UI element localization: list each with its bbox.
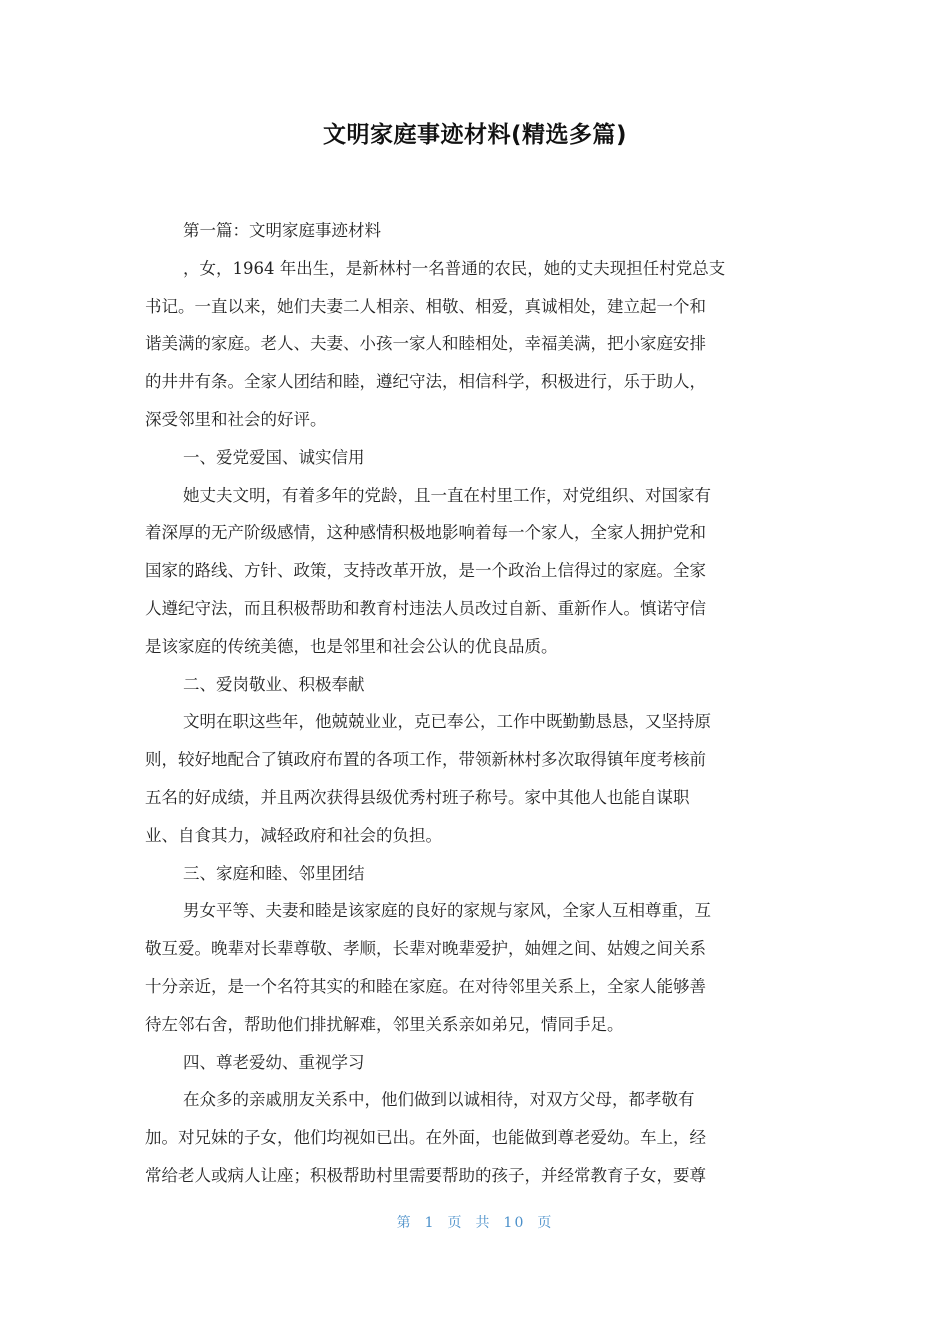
text-line: 着深厚的无产阶级感情，这种感情积极地影响着每一个家人，全家人拥护党和 xyxy=(145,523,706,543)
page-footer xyxy=(0,1212,950,1232)
footer-page-unit: 页 xyxy=(447,1215,464,1231)
text-line: 业、自食其力，减轻政府和社会的负担。 xyxy=(145,825,442,845)
text-line: 她丈夫文明，有着多年的党龄，且一直在村里工作，对党组织、对国家有 xyxy=(183,485,711,505)
text-line: 文明在职这些年，他兢兢业业，克已奉公，工作中既勤勤恳恳，又坚持原 xyxy=(183,712,711,732)
text-line: 敬互爱。晚辈对长辈尊敬、孝顺，长辈对晚辈爱护，妯娌之间、姑嫂之间关系 xyxy=(145,939,706,959)
text-line: 是该家庭的传统美德，也是邻里和社会公认的优良品质。 xyxy=(145,636,558,656)
text-line: 的井井有条。全家人团结和睦，遵纪守法，相信科学，积极进行，乐于助人， xyxy=(145,372,706,392)
footer-total-pages: 10 xyxy=(503,1215,526,1231)
text-line: 深受邻里和社会的好评。 xyxy=(145,409,327,429)
footer-page-number: 1 xyxy=(424,1215,436,1231)
text-line: 则，较好地配合了镇政府布置的各项工作，带领新林村多次取得镇年度考核前 xyxy=(145,750,706,770)
text-line: 待左邻右舍，帮助他们排扰解难，邻里关系亲如弟兄，情同手足。 xyxy=(145,1014,624,1034)
text-line: 国家的路线、方针、政策，支持改革开放，是一个政治上信得过的家庭。全家 xyxy=(145,561,706,581)
text-line: 五名的好成绩，并且两次获得县级优秀村班子称号。家中其他人也能自谋职 xyxy=(145,787,690,807)
text-line: 常给老人或病人让座；积极帮助村里需要帮助的孩子，并经常教育子女，要尊 xyxy=(145,1165,706,1185)
text-line: 加。对兄妹的子女，他们均视如已出。在外面，也能做到尊老爱幼。车上，经 xyxy=(145,1128,706,1148)
footer-total-unit: 页 xyxy=(537,1215,554,1231)
text-line: 四、尊老爱幼、重视学习 xyxy=(183,1052,365,1072)
text-line: 在众多的亲戚朋友关系中，他们做到以诚相待，对双方父母，都孝敬有 xyxy=(183,1090,695,1110)
document-title: 文明家庭事迹材料(精选多篇) xyxy=(322,122,628,148)
footer-page-label: 第 xyxy=(396,1215,413,1231)
text-line: 谐美满的家庭。老人、夫妻、小孩一家人和睦相处，幸福美满，把小家庭安排 xyxy=(145,334,706,354)
document-body xyxy=(145,212,805,1195)
text-line: 书记。一直以来，她们夫妻二人相亲、相敬、相爱，真诚相处，建立起一个和 xyxy=(145,296,706,316)
text-line: 十分亲近，是一个名符其实的和睦在家庭。在对待邻里关系上，全家人能够善 xyxy=(145,976,706,996)
text-line: 第一篇：文明家庭事迹材料 xyxy=(183,221,381,240)
text-line: 男女平等、夫妻和睦是该家庭的良好的家规与家风，全家人互相尊重，互 xyxy=(183,901,711,921)
text-line: ，女，1964 年出生，是新林村一名普通的农民，她的丈夫现担任村党总支 xyxy=(183,258,726,278)
text-line: 一、爱党爱国、诚实信用 xyxy=(183,447,365,467)
text-line: 人遵纪守法，而且积极帮助和教育村违法人员改过自新、重新作人。慎诺守信 xyxy=(145,598,706,618)
text-line: 三、家庭和睦、邻里团结 xyxy=(183,863,365,883)
text-line: 二、爱岗敬业、积极奉献 xyxy=(183,674,365,694)
footer-total-label: 共 xyxy=(475,1215,492,1231)
